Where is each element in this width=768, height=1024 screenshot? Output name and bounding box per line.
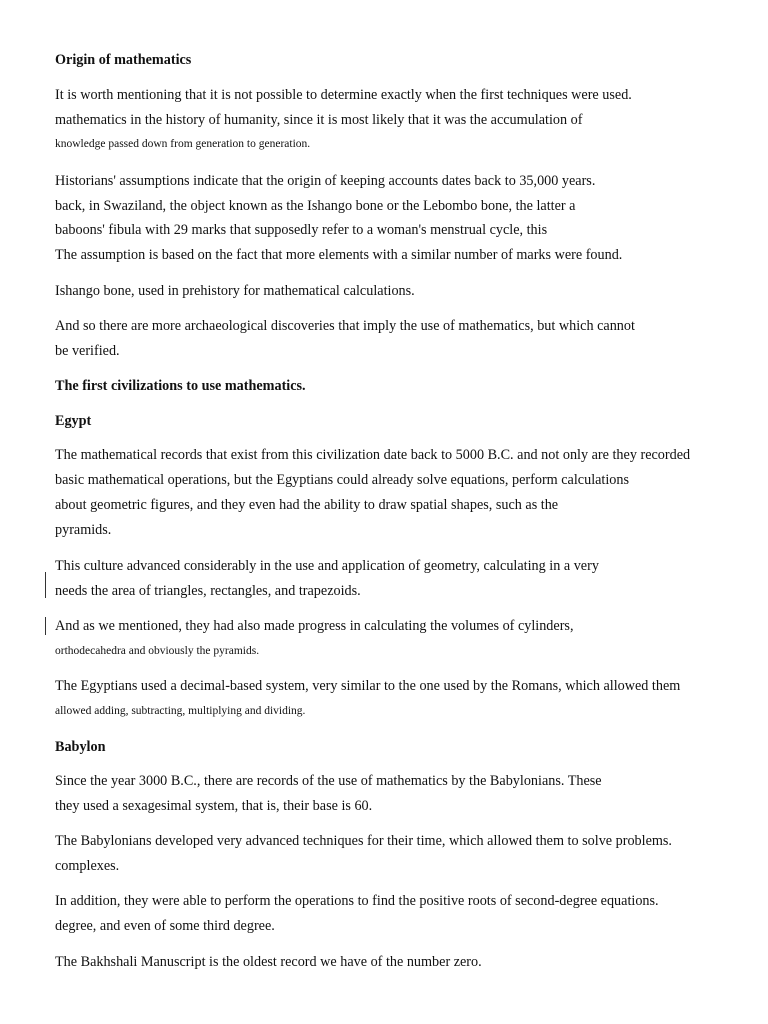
text-line: Ishango bone, used in prehistory for mathematical calculations. (55, 283, 415, 299)
text-line: And as we mentioned, they had also made progress in calculating the volumes of cylinders, (55, 618, 574, 634)
heading-egypt: Egypt (55, 413, 92, 429)
heading-babylon: Babylon (55, 739, 106, 755)
text-line: The Bakhshali Manuscript is the oldest record we have of the number zero. (55, 954, 482, 970)
text-line: This culture advanced considerably in the use and application of geometry, calculating in a very (55, 558, 599, 574)
heading-origin: Origin of mathematics (55, 52, 192, 68)
text-line: they used a sexagesimal system, that is, their base is 60. (55, 798, 373, 814)
text-line: The Egyptians used a decimal-based system, very similar to the one used by the Romans, which allowed them (55, 678, 681, 694)
text-line: basic mathematical operations, but the Egyptians could already solve equations, perform calculations (55, 472, 630, 488)
heading-first-civilizations: The first civilizations to use mathematics. (55, 378, 306, 394)
text-line: degree, and even of some third degree. (55, 918, 275, 934)
text-line: baboons' fibula with 29 marks that supposedly refer to a woman's menstrual cycle, this (55, 222, 548, 238)
text-line: complexes. (55, 858, 120, 874)
text-line: orthodecahedra and obviously the pyramids. (55, 645, 260, 657)
text-line: about geometric figures, and they even had the ability to draw spatial shapes, such as the (55, 497, 559, 513)
text-line: pyramids. (55, 522, 112, 538)
text-line: allowed adding, subtracting, multiplying and dividing. (55, 705, 306, 717)
text-line: knowledge passed down from generation to generation. (55, 138, 311, 150)
text-line: The mathematical records that exist from this civilization date back to 5000 B.C. and not only are they recorded (55, 447, 691, 463)
text-line: Since the year 3000 B.C., there are records of the use of mathematics by the Babylonians. These (55, 773, 602, 789)
change-bar (45, 572, 46, 598)
text-line: Historians' assumptions indicate that the origin of keeping accounts dates back to 35,000 years. (55, 173, 596, 189)
change-bar (45, 617, 46, 635)
text-line: In addition, they were able to perform the operations to find the positive roots of second-degree equations. (55, 893, 659, 909)
text-line: The assumption is based on the fact that more elements with a similar number of marks were found. (55, 247, 623, 263)
text-line: needs the area of triangles, rectangles, and trapezoids. (55, 583, 361, 599)
text-line: mathematics in the history of humanity, since it is most likely that it was the accumulation of (55, 112, 583, 128)
text-line: The Babylonians developed very advanced techniques for their time, which allowed them to solve problems. (55, 833, 672, 849)
text-line: be verified. (55, 343, 120, 359)
text-line: It is worth mentioning that it is not possible to determine exactly when the first techniques were used. (55, 87, 632, 103)
text-line: back, in Swaziland, the object known as the Ishango bone or the Lebombo bone, the latter a (55, 198, 576, 214)
text-line: And so there are more archaeological discoveries that imply the use of mathematics, but which cannot (55, 318, 635, 334)
